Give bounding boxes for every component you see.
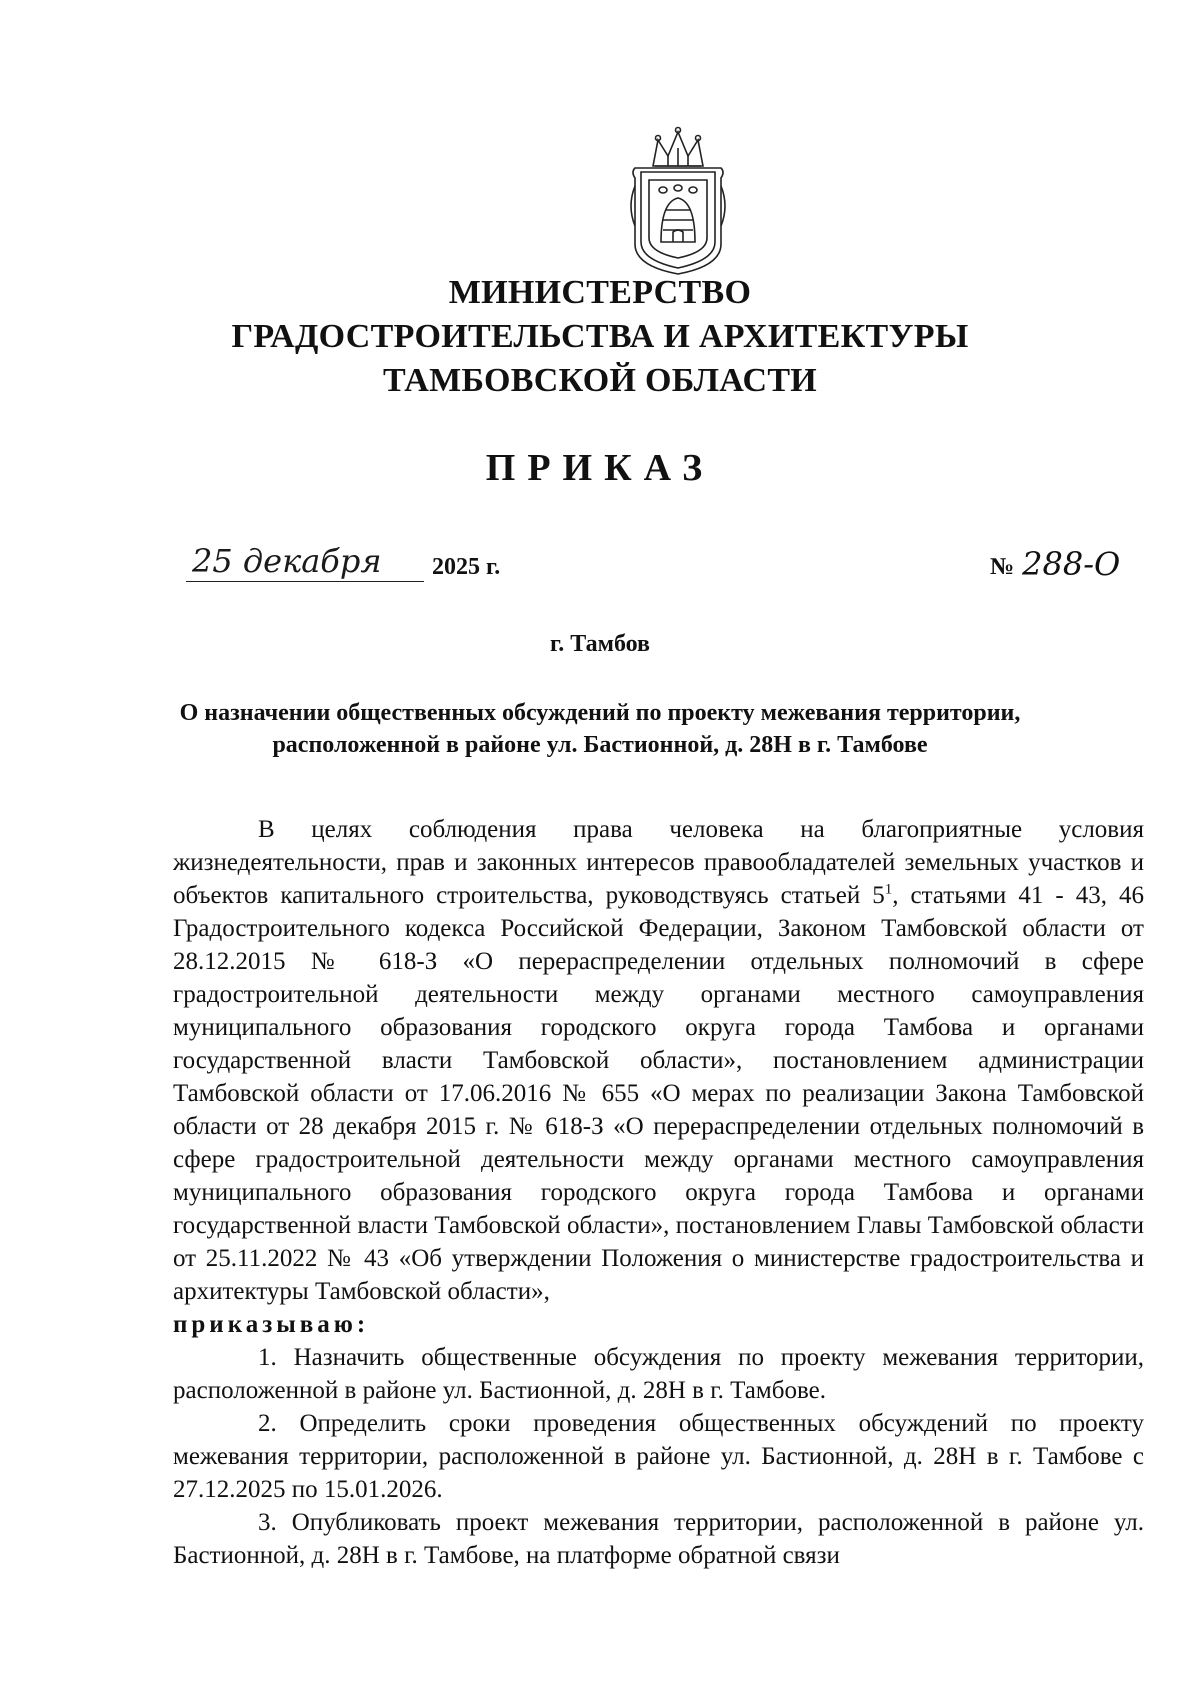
handwritten-date: 25 декабря <box>186 543 424 582</box>
tambov-coat-of-arms-icon <box>623 126 733 276</box>
number-sign: № <box>990 554 1015 580</box>
superscript: 1 <box>884 881 893 898</box>
order-body <box>173 813 1144 1572</box>
order-number <box>990 542 1120 582</box>
order-title: О назначении общественных обсуждений по проекту межевания территории, расположенной в районе ул. Бастионной, д. 28Н в г. Тамбове <box>179 700 1021 758</box>
handwritten-number: 288-О <box>1022 545 1121 583</box>
preamble-text-end: , статьями 41 - 43, 46 Градостроительного кодекса Российской Федерации, Законом Тамбовской области от 28.12.2015 № 618-З «О перераспределении отдельных полномочий в сфере градостроительной деятельности между органами местного самоуправления муниципального образования городского округа города Тамбова и органами государственной власти Тамбовской области», постановлением администрации Тамбовской области от 17.06.2016 № 655 «О мерах по реализации Закона Тамбовской области от 28 декабря 2015 г. № 618-З «О перераспределении отдельных полномочий в сфере градостроительной деятельности между органами местного самоуправления муниципального образования городского округа города Тамбова и органами государственной власти Тамбовской области», постановлением Главы Тамбовской области от 25.11.2022 № 43 «Об утверждении Положения о министерстве градостроительства и архитектуры Тамбовской области», <box>173 882 1144 1305</box>
document-type: ПРИКАЗ <box>485 447 715 489</box>
order-item-3: 3. Опубликовать проект межевания территории, расположенной в районе ул. Бастионной, д. 28Н в г. Тамбове, на платформе обратной связи <box>173 1509 1144 1569</box>
ministry-name-line-1: МИНИСТЕРСТВО <box>448 274 752 311</box>
order-item-1: 1. Назначить общественные обсуждения по проекту межевания территории, расположенной в районе ул. Бастионной, д. 28Н в г. Тамбове. <box>173 1344 1144 1404</box>
city-name: г. Тамбов <box>550 631 650 657</box>
date-year: 2025 г. <box>432 554 501 580</box>
preamble-text-start: В целях соблюдения права человека на благоприятные условия жизнедеятельности, прав и законных интересов правообладателей земельных участков и объектов капитального строительства, руководствуясь статьей 5 <box>173 816 1144 909</box>
ministry-name-line-3: ТАМБОВСКОЙ ОБЛАСТИ <box>382 362 818 399</box>
preamble-paragraph <box>173 813 1144 1308</box>
order-date <box>186 542 500 582</box>
order-item-2: 2. Определить сроки проведения общественных обсуждений по проекту межевания территории, расположенной в районе ул. Бастионной, д. 28Н в г. Тамбове с 27.12.2025 по 15.01.2026. <box>173 1410 1144 1503</box>
ministry-name-line-2: ГРАДОСТРОИТЕЛЬСТВА И АРХИТЕКТУРЫ <box>231 318 969 355</box>
decree-word: приказываю: <box>173 1311 370 1338</box>
